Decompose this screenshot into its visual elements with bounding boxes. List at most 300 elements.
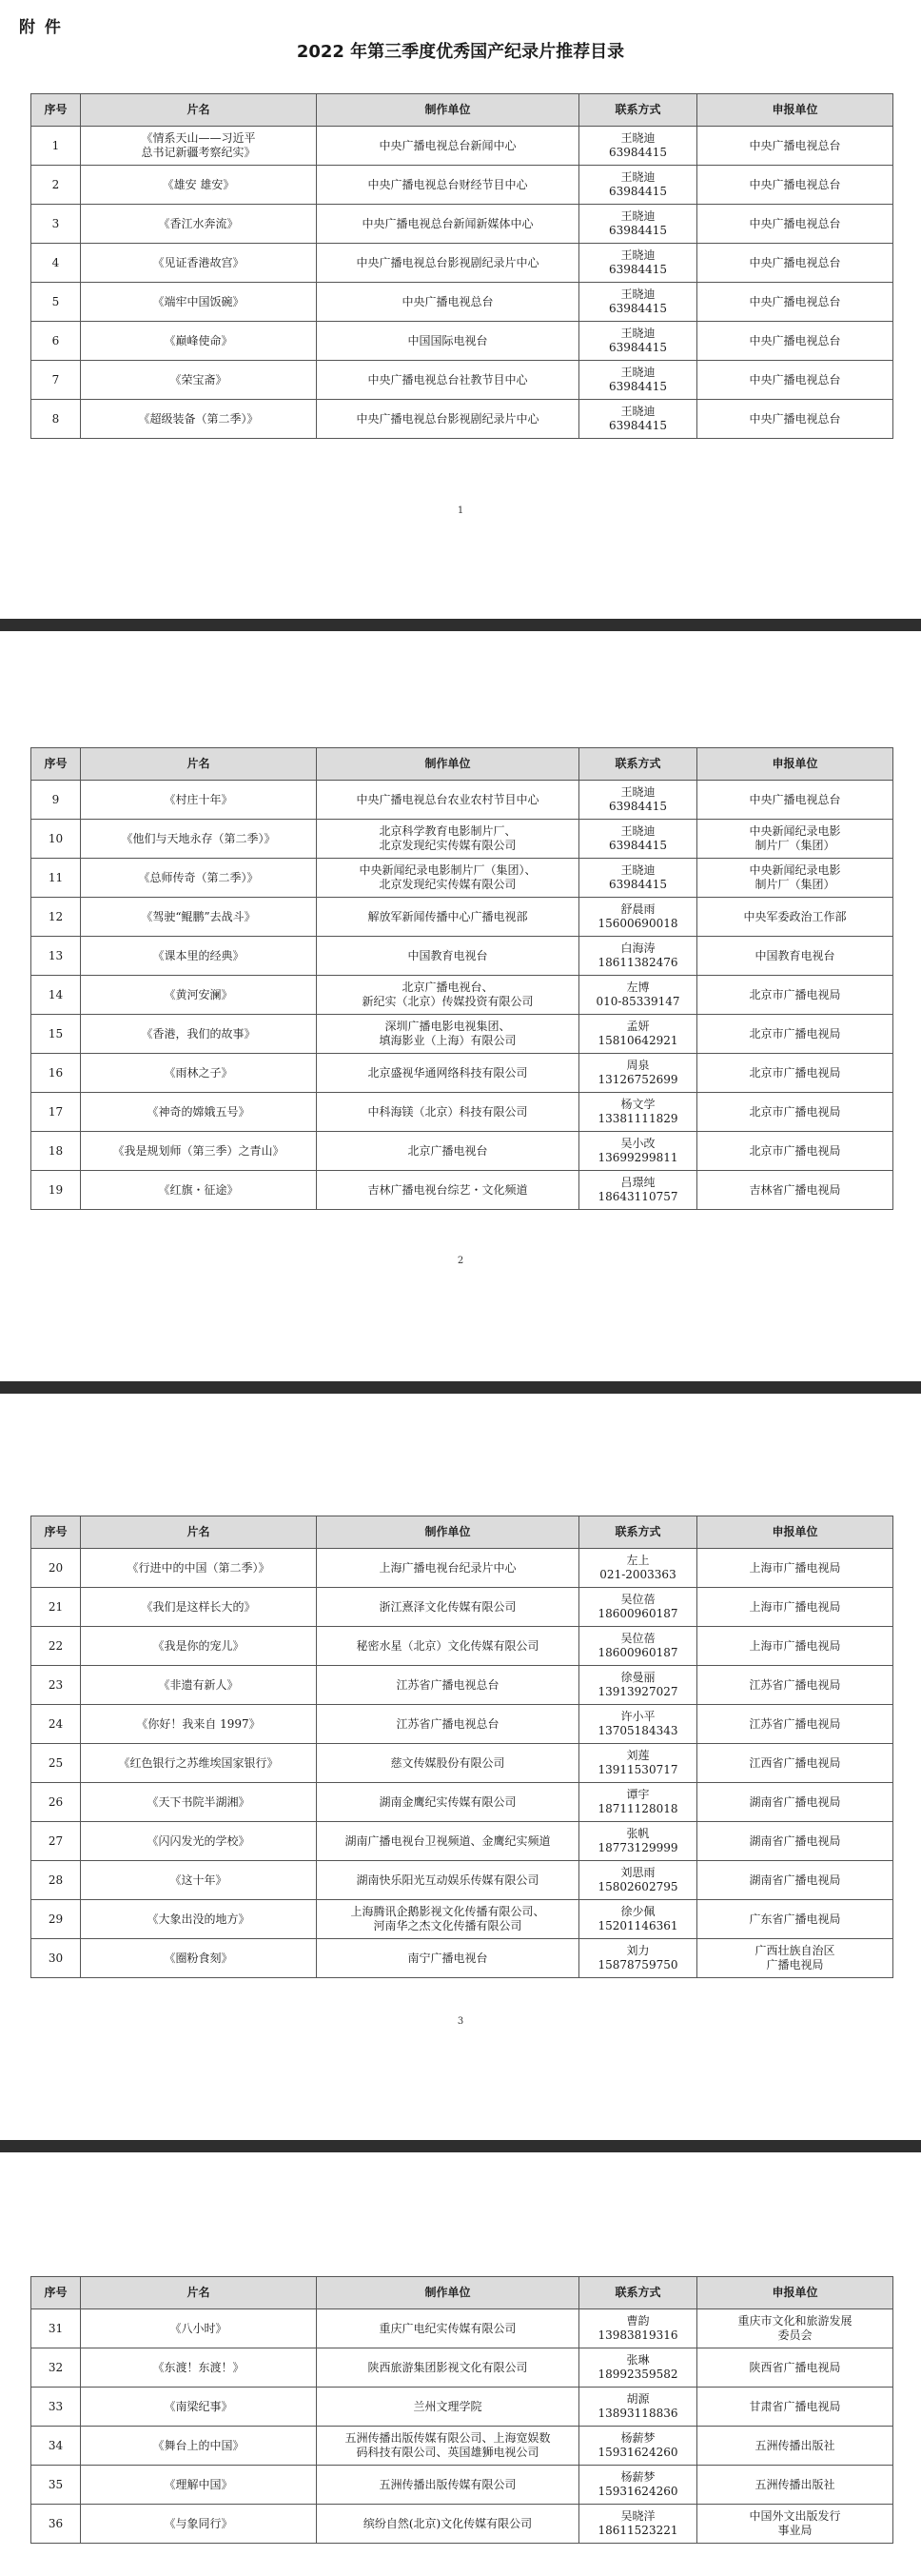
table-row <box>31 127 893 166</box>
producer-cell <box>317 322 579 361</box>
cell-text: 北京发现纪实传媒有限公司 <box>379 878 517 891</box>
cell-text: 《闪闪发光的学校》 <box>147 1833 250 1848</box>
column-header: 片名 <box>81 2277 317 2309</box>
table-row <box>31 205 893 244</box>
table-row <box>31 1861 893 1900</box>
producer-cell <box>317 1132 579 1171</box>
table-row <box>31 1822 893 1861</box>
cell-text: 五洲传播出版社 <box>754 2477 835 2491</box>
cell-text: 63984415 <box>608 224 668 237</box>
producer-cell <box>317 859 579 898</box>
cell-text: 中科海镁（北京）科技有限公司 <box>367 1104 528 1119</box>
doc-page-4 <box>0 2152 921 2576</box>
producer-cell <box>317 1093 579 1132</box>
cell-text: 中央广播电视总台 <box>749 372 841 386</box>
column-header: 联系方式 <box>579 94 697 127</box>
applicant-cell <box>697 205 893 244</box>
cell-text: 北京市广播电视局 <box>749 1104 841 1119</box>
contact-cell <box>579 898 697 937</box>
page-header <box>0 0 921 88</box>
table-row <box>31 1666 893 1705</box>
applicant-cell <box>697 859 893 898</box>
cell-text: 白海涛 <box>620 941 656 955</box>
cell-text: 北京广播电视台、 <box>402 981 494 994</box>
cell-text: 江苏省广播电视局 <box>749 1716 841 1731</box>
cell-text: 中央新闻纪录电影 <box>749 824 841 838</box>
cell-text: 王晓迪 <box>620 327 656 340</box>
cell-text: 15201146361 <box>598 1919 678 1932</box>
producer-cell <box>317 1900 579 1939</box>
contact-cell <box>579 820 697 859</box>
seq-cell: 6 <box>31 322 81 361</box>
cell-text: 《我们是这样长大的》 <box>141 1599 256 1614</box>
cell-text: 13913927027 <box>598 1685 678 1698</box>
seq-cell: 9 <box>31 781 81 820</box>
cell-text: 新纪实（北京）传媒投资有限公司 <box>362 995 534 1008</box>
title-cell <box>81 1015 317 1054</box>
column-header: 联系方式 <box>579 748 697 781</box>
producer-cell <box>317 1666 579 1705</box>
contact-cell <box>579 322 697 361</box>
cell-text: 中国教育电视台 <box>754 948 835 962</box>
contact-cell <box>579 1861 697 1900</box>
cell-text: 江苏省广播电视总台 <box>396 1677 500 1692</box>
title-cell <box>81 2309 317 2348</box>
table-header-row <box>31 748 893 781</box>
cell-text: 填海影业（上海）有限公司 <box>379 1034 517 1047</box>
table-row <box>31 1015 893 1054</box>
seq-cell: 20 <box>31 1549 81 1588</box>
applicant-cell <box>697 1822 893 1861</box>
contact-cell <box>579 1549 697 1588</box>
cell-text: 《南梁纪事》 <box>164 2399 233 2413</box>
applicant-cell <box>697 1861 893 1900</box>
cell-text: 《与象同行》 <box>164 2516 233 2530</box>
cell-text: 021-2003363 <box>599 1568 676 1581</box>
cell-text: 《你好！我来自 1997》 <box>136 1716 261 1731</box>
title-cell <box>81 400 317 439</box>
cell-text: 63984415 <box>608 302 668 315</box>
cell-text: 湖南广播电视台卫视频道、金鹰纪实频道 <box>344 1833 551 1848</box>
producer-cell <box>317 781 579 820</box>
cell-text: 制片厂（集团） <box>754 839 835 852</box>
cell-text: 63984415 <box>608 146 668 159</box>
producer-cell <box>317 1939 579 1978</box>
cell-text: 重庆广电纪实传媒有限公司 <box>379 2321 517 2335</box>
cell-text: 王晓迪 <box>620 209 656 223</box>
table-row <box>31 2466 893 2505</box>
table-row <box>31 898 893 937</box>
column-header: 制作单位 <box>317 1516 579 1549</box>
cell-text: 王晓迪 <box>620 824 656 838</box>
cell-text: 《红色银行之苏维埃国家银行》 <box>118 1755 279 1770</box>
cell-text: 中国外文出版发行 <box>749 2509 841 2523</box>
seq-cell: 26 <box>31 1783 81 1822</box>
cell-text: 吉林广播电视台综艺・文化频道 <box>367 1182 528 1197</box>
documentary-table <box>30 2276 893 2544</box>
table-row <box>31 1900 893 1939</box>
cell-text: 《课本里的经典》 <box>152 948 245 962</box>
cell-text: 13983819316 <box>598 2328 678 2342</box>
producer-cell <box>317 1054 579 1093</box>
applicant-cell <box>697 322 893 361</box>
cell-text: 《驾驶“鲲鹏”去战斗》 <box>141 909 256 923</box>
contact-cell <box>579 1015 697 1054</box>
cell-text: 王晓迪 <box>620 785 656 799</box>
cell-text: 《超级装备（第二季）》 <box>138 411 259 426</box>
cell-text: 陕西省广播电视局 <box>749 2360 841 2374</box>
table-row <box>31 1705 893 1744</box>
title-cell <box>81 166 317 205</box>
column-header: 申报单位 <box>697 2277 893 2309</box>
seq-cell: 34 <box>31 2427 81 2466</box>
cell-text: 中央广播电视总台社教节目中心 <box>367 372 528 386</box>
cell-text: 《情系天山——习近平 <box>141 131 256 145</box>
applicant-cell <box>697 1744 893 1783</box>
applicant-cell <box>697 937 893 976</box>
title-cell <box>81 2505 317 2544</box>
title-cell <box>81 820 317 859</box>
page-separator <box>0 2140 921 2152</box>
producer-cell <box>317 400 579 439</box>
contact-cell <box>579 205 697 244</box>
cell-text: 谭宇 <box>626 1788 650 1801</box>
producer-cell <box>317 2466 579 2505</box>
cell-text: 事业局 <box>777 2524 813 2537</box>
cell-text: 王晓迪 <box>620 248 656 262</box>
cell-text: 慈文传媒股份有限公司 <box>390 1755 505 1770</box>
seq-cell: 8 <box>31 400 81 439</box>
cell-text: 《神奇的嫦娥五号》 <box>147 1104 250 1119</box>
cell-text: 中央广播电视总台新闻新媒体中心 <box>362 216 534 230</box>
seq-cell: 17 <box>31 1093 81 1132</box>
cell-text: 北京市广播电视局 <box>749 1026 841 1040</box>
producer-cell <box>317 1627 579 1666</box>
seq-cell: 30 <box>31 1939 81 1978</box>
cell-text: 《行进中的中国（第二季）》 <box>127 1560 270 1575</box>
contact-cell <box>579 127 697 166</box>
seq-cell: 13 <box>31 937 81 976</box>
table-row <box>31 1744 893 1783</box>
cell-text: 左博 <box>626 981 650 994</box>
cell-text: 《理解中国》 <box>164 2477 233 2491</box>
contact-cell <box>579 1093 697 1132</box>
title-cell <box>81 2466 317 2505</box>
cell-text: 18611523221 <box>598 2524 678 2537</box>
title-cell <box>81 1900 317 1939</box>
cell-text: 63984415 <box>608 185 668 198</box>
title-cell <box>81 1627 317 1666</box>
producer-cell <box>317 898 579 937</box>
cell-text: 15600690018 <box>598 917 678 930</box>
title-cell <box>81 1093 317 1132</box>
cell-text: 刘思雨 <box>620 1866 656 1879</box>
applicant-cell <box>697 2388 893 2427</box>
table-row <box>31 1171 893 1210</box>
title-cell <box>81 1861 317 1900</box>
title-cell <box>81 283 317 322</box>
table-row <box>31 283 893 322</box>
cell-text: 《这十年》 <box>169 1873 227 1887</box>
cell-text: 舒晨雨 <box>620 902 656 916</box>
applicant-cell <box>697 820 893 859</box>
cell-text: 13893118836 <box>598 2407 678 2420</box>
cell-text: 徐少佩 <box>620 1905 656 1918</box>
cell-text: 甘肃省广播电视局 <box>749 2399 841 2413</box>
title-cell <box>81 976 317 1015</box>
cell-text: 吴位蓓 <box>620 1593 656 1606</box>
cell-text: 《村庄十年》 <box>164 792 233 806</box>
seq-cell: 11 <box>31 859 81 898</box>
cell-text: 18992359582 <box>598 2368 678 2381</box>
cell-text: 《八小时》 <box>169 2321 227 2335</box>
cell-text: 秘密水星（北京）文化传媒有限公司 <box>356 1638 539 1653</box>
seq-cell: 36 <box>31 2505 81 2544</box>
cell-text: 总书记新疆考察纪实》 <box>141 146 256 159</box>
cell-text: 左上 <box>626 1554 650 1567</box>
seq-cell: 27 <box>31 1822 81 1861</box>
applicant-cell <box>697 1705 893 1744</box>
seq-cell: 2 <box>31 166 81 205</box>
cell-text: 王晓迪 <box>620 405 656 418</box>
column-header: 序号 <box>31 748 81 781</box>
producer-cell <box>317 1171 579 1210</box>
seq-cell: 22 <box>31 1627 81 1666</box>
contact-cell <box>579 2427 697 2466</box>
seq-cell: 10 <box>31 820 81 859</box>
cell-text: 北京发现纪实传媒有限公司 <box>379 839 517 852</box>
table-row <box>31 1939 893 1978</box>
cell-text: 15931624260 <box>598 2446 678 2459</box>
column-header: 片名 <box>81 1516 317 1549</box>
cell-text: 杨薪梦 <box>620 2431 656 2445</box>
page-number: 1 <box>457 505 464 516</box>
documentary-table <box>30 1516 893 1978</box>
table-row <box>31 1783 893 1822</box>
producer-cell <box>317 1015 579 1054</box>
cell-text: 北京市广播电视局 <box>749 1065 841 1080</box>
title-cell <box>81 1705 317 1744</box>
column-header: 序号 <box>31 1516 81 1549</box>
title-cell <box>81 127 317 166</box>
contact-cell <box>579 1744 697 1783</box>
document-title: 2022 年第三季度优秀国产纪录片推荐目录 <box>296 42 625 62</box>
cell-text: 中央广播电视总台 <box>749 255 841 269</box>
cell-text: 湖南省广播电视局 <box>749 1873 841 1887</box>
title-cell <box>81 1783 317 1822</box>
cell-text: 上海广播电视台纪录片中心 <box>379 1560 517 1575</box>
table-row <box>31 1054 893 1093</box>
contact-cell <box>579 1171 697 1210</box>
table-row <box>31 2505 893 2544</box>
seq-cell: 33 <box>31 2388 81 2427</box>
contact-cell <box>579 166 697 205</box>
seq-cell: 23 <box>31 1666 81 1705</box>
producer-cell <box>317 1783 579 1822</box>
seq-cell: 25 <box>31 1744 81 1783</box>
producer-cell <box>317 2309 579 2348</box>
title-cell <box>81 859 317 898</box>
cell-text: 《雄安 雄安》 <box>162 177 235 191</box>
producer-cell <box>317 2427 579 2466</box>
title-cell <box>81 1822 317 1861</box>
cell-text: 周泉 <box>626 1059 650 1072</box>
cell-text: 五洲传播出版传媒有限公司、上海宽娱数 <box>344 2431 551 2445</box>
cell-text: 010-85339147 <box>596 995 680 1008</box>
page-number: 3 <box>457 2016 464 2027</box>
seq-cell: 21 <box>31 1588 81 1627</box>
table-header-row <box>31 1516 893 1549</box>
page-separator <box>0 1381 921 1394</box>
column-header: 制作单位 <box>317 94 579 127</box>
producer-cell <box>317 1744 579 1783</box>
title-cell <box>81 898 317 937</box>
cell-text: 杨薪梦 <box>620 2470 656 2484</box>
contact-cell <box>579 2309 697 2348</box>
cell-text: 江西省广播电视局 <box>749 1755 841 1770</box>
cell-text: 曹韵 <box>626 2314 650 2328</box>
table-row <box>31 2427 893 2466</box>
table-row <box>31 1588 893 1627</box>
cell-text: 《圈粉食刻》 <box>164 1951 233 1965</box>
contact-cell <box>579 2388 697 2427</box>
column-header: 片名 <box>81 94 317 127</box>
applicant-cell <box>697 1627 893 1666</box>
cell-text: 63984415 <box>608 419 668 432</box>
cell-text: 王晓迪 <box>620 863 656 877</box>
contact-cell <box>579 283 697 322</box>
cell-text: 63984415 <box>608 380 668 393</box>
seq-cell: 5 <box>31 283 81 322</box>
producer-cell <box>317 2505 579 2544</box>
cell-text: 中央广播电视总台 <box>749 792 841 806</box>
producer-cell <box>317 937 579 976</box>
column-header: 申报单位 <box>697 94 893 127</box>
cell-text: 南宁广播电视台 <box>407 1951 488 1965</box>
table-row <box>31 976 893 1015</box>
page-separator <box>0 619 921 631</box>
applicant-cell <box>697 1093 893 1132</box>
cell-text: 吕璟纯 <box>620 1176 656 1189</box>
title-cell <box>81 205 317 244</box>
attachment-label: 附 件 <box>19 18 63 37</box>
cell-text: 吴位蓓 <box>620 1632 656 1645</box>
cell-text: 中央广播电视总台 <box>749 294 841 308</box>
cell-text: 63984415 <box>608 878 668 891</box>
cell-text: 《香江水奔流》 <box>158 216 239 230</box>
column-header: 联系方式 <box>579 1516 697 1549</box>
cell-text: 上海市广播电视局 <box>749 1638 841 1653</box>
cell-text: 18711128018 <box>598 1802 678 1815</box>
cell-text: 《东渡！东渡！》 <box>152 2360 245 2374</box>
producer-cell <box>317 1705 579 1744</box>
contact-cell <box>579 2348 697 2388</box>
cell-text: 王晓迪 <box>620 366 656 379</box>
cell-text: 13381111829 <box>598 1112 678 1125</box>
seq-cell: 35 <box>31 2466 81 2505</box>
cell-text: 《我是规划师（第三季）之青山》 <box>112 1143 284 1158</box>
applicant-cell <box>697 976 893 1015</box>
doc-page-3 <box>0 1394 921 2140</box>
cell-text: 上海市广播电视局 <box>749 1599 841 1614</box>
cell-text: 王晓迪 <box>620 287 656 301</box>
cell-text: 《香港，我们的故事》 <box>141 1026 256 1040</box>
applicant-cell <box>697 1015 893 1054</box>
table-row <box>31 820 893 859</box>
applicant-cell <box>697 127 893 166</box>
title-cell <box>81 1171 317 1210</box>
documentary-table <box>30 747 893 1210</box>
table-row <box>31 400 893 439</box>
title-cell <box>81 361 317 400</box>
title-cell <box>81 2388 317 2427</box>
cell-text: 《天下书院半湖湘》 <box>147 1794 250 1809</box>
cell-text: 上海腾讯企鹅影视文化传播有限公司、 <box>350 1905 545 1918</box>
title-cell <box>81 2348 317 2388</box>
cell-text: 刘莲 <box>626 1749 650 1762</box>
cell-text: 《非遗有新人》 <box>158 1677 239 1692</box>
cell-text: 中央新闻纪录电影 <box>749 863 841 877</box>
seq-cell: 4 <box>31 244 81 283</box>
contact-cell <box>579 1822 697 1861</box>
producer-cell <box>317 166 579 205</box>
applicant-cell <box>697 1549 893 1588</box>
cell-text: 张琳 <box>626 2353 650 2367</box>
cell-text: 江苏省广播电视局 <box>749 1677 841 1692</box>
cell-text: 制片厂（集团） <box>754 878 835 891</box>
cell-text: 《端牢中国饭碗》 <box>152 294 245 308</box>
seq-cell: 29 <box>31 1900 81 1939</box>
column-header: 申报单位 <box>697 748 893 781</box>
table-row <box>31 2348 893 2388</box>
applicant-cell <box>697 1171 893 1210</box>
contact-cell <box>579 361 697 400</box>
applicant-cell <box>697 400 893 439</box>
cell-text: 缤纷自然(北京)文化传媒有限公司 <box>363 2516 533 2530</box>
table-row <box>31 2309 893 2348</box>
cell-text: 《巅峰使命》 <box>164 333 233 347</box>
cell-text: 吴晓洋 <box>620 2509 656 2523</box>
title-cell <box>81 937 317 976</box>
cell-text: 18773129999 <box>598 1841 678 1854</box>
applicant-cell <box>697 1588 893 1627</box>
cell-text: 13911530717 <box>598 1763 678 1776</box>
cell-text: 湖南省广播电视局 <box>749 1833 841 1848</box>
producer-cell <box>317 205 579 244</box>
table-row <box>31 937 893 976</box>
producer-cell <box>317 127 579 166</box>
contact-cell <box>579 859 697 898</box>
cell-text: 《总师传奇（第二季）》 <box>138 870 259 884</box>
cell-text: 18600960187 <box>598 1646 678 1659</box>
cell-text: 上海市广播电视局 <box>749 1560 841 1575</box>
table-row <box>31 2388 893 2427</box>
cell-text: 中央广播电视总台影视剧纪录片中心 <box>356 411 539 426</box>
contact-cell <box>579 400 697 439</box>
cell-text: 63984415 <box>608 839 668 852</box>
contact-cell <box>579 1588 697 1627</box>
table-row <box>31 166 893 205</box>
cell-text: 15802602795 <box>598 1880 678 1893</box>
title-cell <box>81 1666 317 1705</box>
cell-text: 中央广播电视总台影视剧纪录片中心 <box>356 255 539 269</box>
title-cell <box>81 322 317 361</box>
column-header: 序号 <box>31 2277 81 2309</box>
seq-cell: 15 <box>31 1015 81 1054</box>
table-row <box>31 859 893 898</box>
title-cell <box>81 244 317 283</box>
contact-cell <box>579 781 697 820</box>
